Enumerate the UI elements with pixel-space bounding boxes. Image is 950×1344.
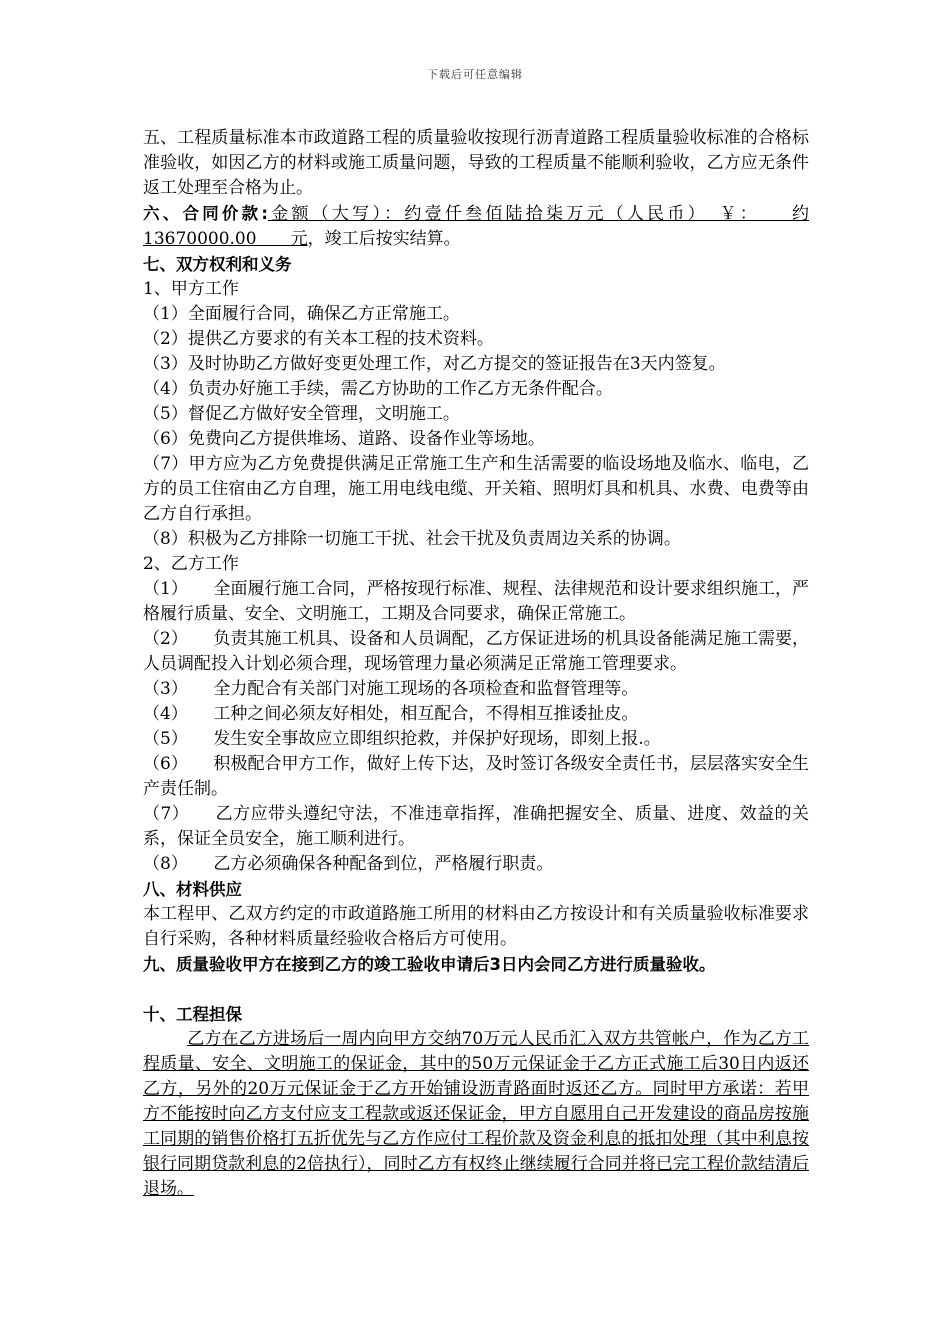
party-b-item-5 (143, 727, 809, 752)
party-b-item-text: 乙方应带头遵纪守法，不准违章指挥，准确把握安全、质量、进度、效益的关系，保证全员安全，施工顺利进行。 (143, 804, 810, 849)
party-a-item-7: （7）甲方应为乙方免费提供满足正常施工生产和生活需要的临设场地及临水、临电，乙方的员工住宿由乙方自理，施工用电线电缆、开关箱、照明灯具和机具、水费、电费等由乙方自行承担。 (143, 454, 809, 524)
party-b-item-6 (143, 752, 809, 802)
party-b-item-text: 负责其施工机具、设备和人员调配，乙方保证进场的机具设备能满足施工需要，人员调配投入计划必须合理，现场管理力量必须满足正常施工管理要求。 (143, 629, 810, 674)
section-6-title: 六、合同价款: (143, 204, 268, 223)
party-b-item-2 (143, 627, 809, 677)
party-a-title: 1、甲方工作 (143, 279, 239, 299)
party-b-item-num: （6） (143, 754, 180, 774)
party-b-item-4 (143, 702, 809, 727)
section-8-text: 本工程甲、乙双方约定的市政道路施工所用的材料由乙方按设计和有关质量验收标准要求自行采购，各种材料质量经验收合格后方可使用。 (143, 904, 809, 949)
section-10-title: 十、工程担保 (143, 1005, 242, 1024)
section-8-title: 八、材料供应 (143, 880, 242, 899)
section-7-title: 七、双方权利和义务 (143, 255, 292, 274)
contract-amount: 金额（大写）：约壹仟叁佰陆拾柒万元（人民币） ￥： 约13670000.00 元 (143, 204, 809, 249)
party-a-item-1: （1）全面履行合同，确保乙方正常施工。 (143, 304, 460, 324)
party-a-item-2: （2）提供乙方要求的有关本工程的技术资料。 (143, 329, 494, 349)
party-a-item-6: （6）免费向乙方提供堆场、道路、设备作业等场地。 (143, 429, 545, 449)
party-b-item-7 (143, 802, 809, 852)
party-b-title: 2、乙方工作 (143, 554, 239, 574)
party-b-item-num: （5） (143, 729, 180, 749)
document-body (143, 126, 809, 1202)
party-a-item-3: （3）及时协助乙方做好变更处理工作，对乙方提交的签证报告在3天内签复。 (143, 354, 726, 374)
party-b-item-num: （1） (143, 579, 180, 599)
party-b-item-num: （3） (143, 679, 180, 699)
contract-amount-tail: ，竣工后按实结算。 (307, 229, 461, 249)
section-10-text: 乙方在乙方进场后一周内向甲方交纳70万元人民币汇入双方共管帐户，作为乙方工程质量、安全、文明施工的保证金，其中的50万元保证金于乙方正式施工后30日内返还乙方，另外的20万元保证金于乙方开始铺设沥青路面时返还乙方。同时甲方承诺：若甲方不能按时向乙方支付应支工程款或返还保证金，甲方自愿用自己开发建设的商品房按施工同期的销售价格打五折优先与乙方作应付工程价款及资金利息的抵扣处理（其中利息按银行同期贷款利息的2倍执行），同时乙方有权终止继续履行合同并将已完工程价款结清后退场。 (143, 1029, 809, 1199)
party-a-item-8: （8）积极为乙方排除一切施工干扰、社会干扰及负责周边关系的协调。 (143, 529, 681, 549)
party-b-item-num: （4） (143, 704, 180, 724)
party-a-item-4: （4）负责办好施工手续，需乙方协助的工作乙方无条件配合。 (143, 379, 613, 399)
section-5: 五、工程质量标准本市政道路工程的质量验收按现行沥青道路工程质量验收标准的合格标准验收，如因乙方的材料或施工质量问题，导致的工程质量不能顺利验收，乙方应无条件返工处理至合格为止。 (143, 128, 809, 198)
section-9: 九、质量验收甲方在接到乙方的竣工验收申请后3日内会同乙方进行质量验收。 (143, 955, 716, 974)
party-b-item-text: 全力配合有关部门对施工现场的各项检查和监督管理等。 (213, 679, 639, 699)
party-b-item-num: （8） (143, 854, 180, 874)
party-b-item-8 (143, 852, 809, 877)
party-b-item-num: （7） (143, 804, 181, 824)
party-b-item-3 (143, 677, 809, 702)
party-b-item-text: 工种之间必须友好相处，相互配合，不得相互推诿扯皮。 (213, 704, 639, 724)
party-a-item-5: （5）督促乙方做好安全管理，文明施工。 (143, 404, 460, 424)
party-b-item-text: 乙方必须确保各种配备到位，严格履行职责。 (213, 854, 554, 874)
party-b-item-text: 积极配合甲方工作，做好上传下达，及时签订各级安全责任书，层层落实安全生产责任制。 (143, 754, 810, 799)
party-b-item-1 (143, 577, 809, 627)
page-header: 下载后可任意编辑 (427, 68, 523, 81)
blank-line (143, 977, 809, 1002)
section-6 (143, 201, 809, 252)
party-b-item-text: 发生安全事故应立即组织抢救，并保护好现场，即刻上报.。 (213, 729, 661, 749)
party-b-item-text: 全面履行施工合同，严格按现行标准、规程、法律规范和设计要求组织施工，严格履行质量、安全、文明施工，工期及合同要求，确保正常施工。 (143, 579, 810, 624)
party-b-item-num: （2） (143, 629, 180, 649)
